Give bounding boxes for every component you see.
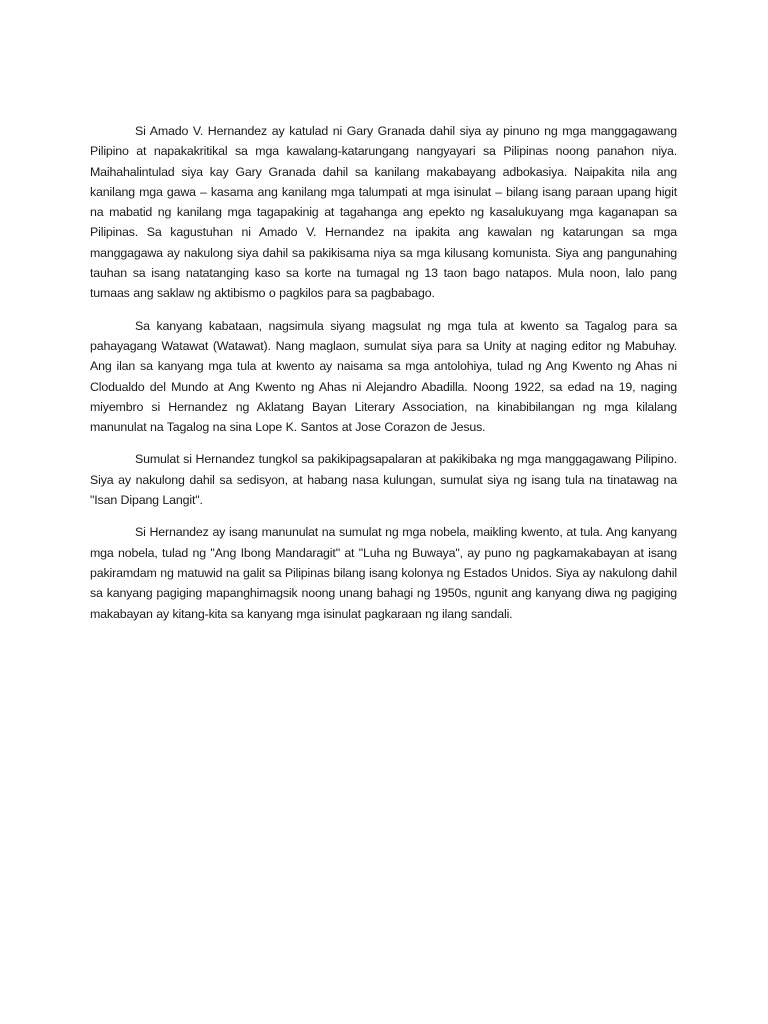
paragraph-3: Sumulat si Hernandez tungkol sa pakikipagsapalaran at pakikibaka ng mga manggagawang Pilipino. Siya ay nakulong dahil sa sedisyon, at habang nasa kulungan, sumulat siya ng isang tula na tinatawag na "Isan Dipang Langit". (90, 452, 677, 508)
document-body (90, 121, 677, 636)
paragraph-2: Sa kanyang kabataan, nagsimula siyang magsulat ng mga tula at kwento sa Tagalog para sa pahayagang Watawat (Watawat). Nang maglaon, sumulat siya para sa Unity at naging editor ng Mabuhay. Ang ilan sa kanyang mga tula at kwento ay naisama sa mga antolohiya, tulad ng Ang Kwento ng Ahas ni Clodualdo del Mundo at Ang Kwento ng Ahas ni Alejandro Abadilla. Noong 1922, sa edad na 19, naging miyembro si Hernandez ng Aklatang Bayan Literary Association, na kinabibilangan ng mga kilalang manunulat na Tagalog na sina Lope K. Santos at Jose Corazon de Jesus. (90, 318, 677, 435)
paragraph-1: Si Amado V. Hernandez ay katulad ni Gary Granada dahil siya ay pinuno ng mga manggagawang Pilipino at napakakritikal sa mga kawalang-katarungang nangyayari sa Pilipinas noong panahon niya. Maihahalintulad siya kay Gary Granada dahil sa kanilang makabayang adbokasiya. Naipakita nila ang kanilang mga gawa – kasama ang kanilang mga talumpati at mga isinulat – bilang isang paraan upang higit na mabatid ng kanilang mga tagapakinig at tagahanga ang epekto ng kasalukuyang mga kaganapan sa Pilipinas. Sa kagustuhan ni Amado V. Hernandez na ipakita ang kawalan ng katarungan sa mga manggagawa ay nakulong siya dahil sa pakikisama niya sa mga kilusang komunista. Siya ang pangunahing tauhan sa isang natatanging kaso sa korte na tumagal ng 13 taon bago natapos. Mula noon, lalo pang tumaas ang saklaw ng aktibismo o pagkilos para sa pagbabago. (90, 124, 677, 301)
paragraph-4: Si Hernandez ay isang manunulat na sumulat ng mga nobela, maikling kwento, at tula. Ang kanyang mga nobela, tulad ng "Ang Ibong Mandaragit" at "Luha ng Buwaya", ay puno ng pagkamakabayan at isang pakiramdam ng matuwid na galit sa Pilipinas bilang isang kolonya ng Estados Unidos. Siya ay nakulong dahil sa kanyang pagiging mapanghimagsik noong unang bahagi ng 1950s, ngunit ang kanyang diwa ng pagiging makabayan ay kitang-kita sa kanyang mga isinulat pagkaraan ng ilang sandali. (90, 525, 677, 621)
